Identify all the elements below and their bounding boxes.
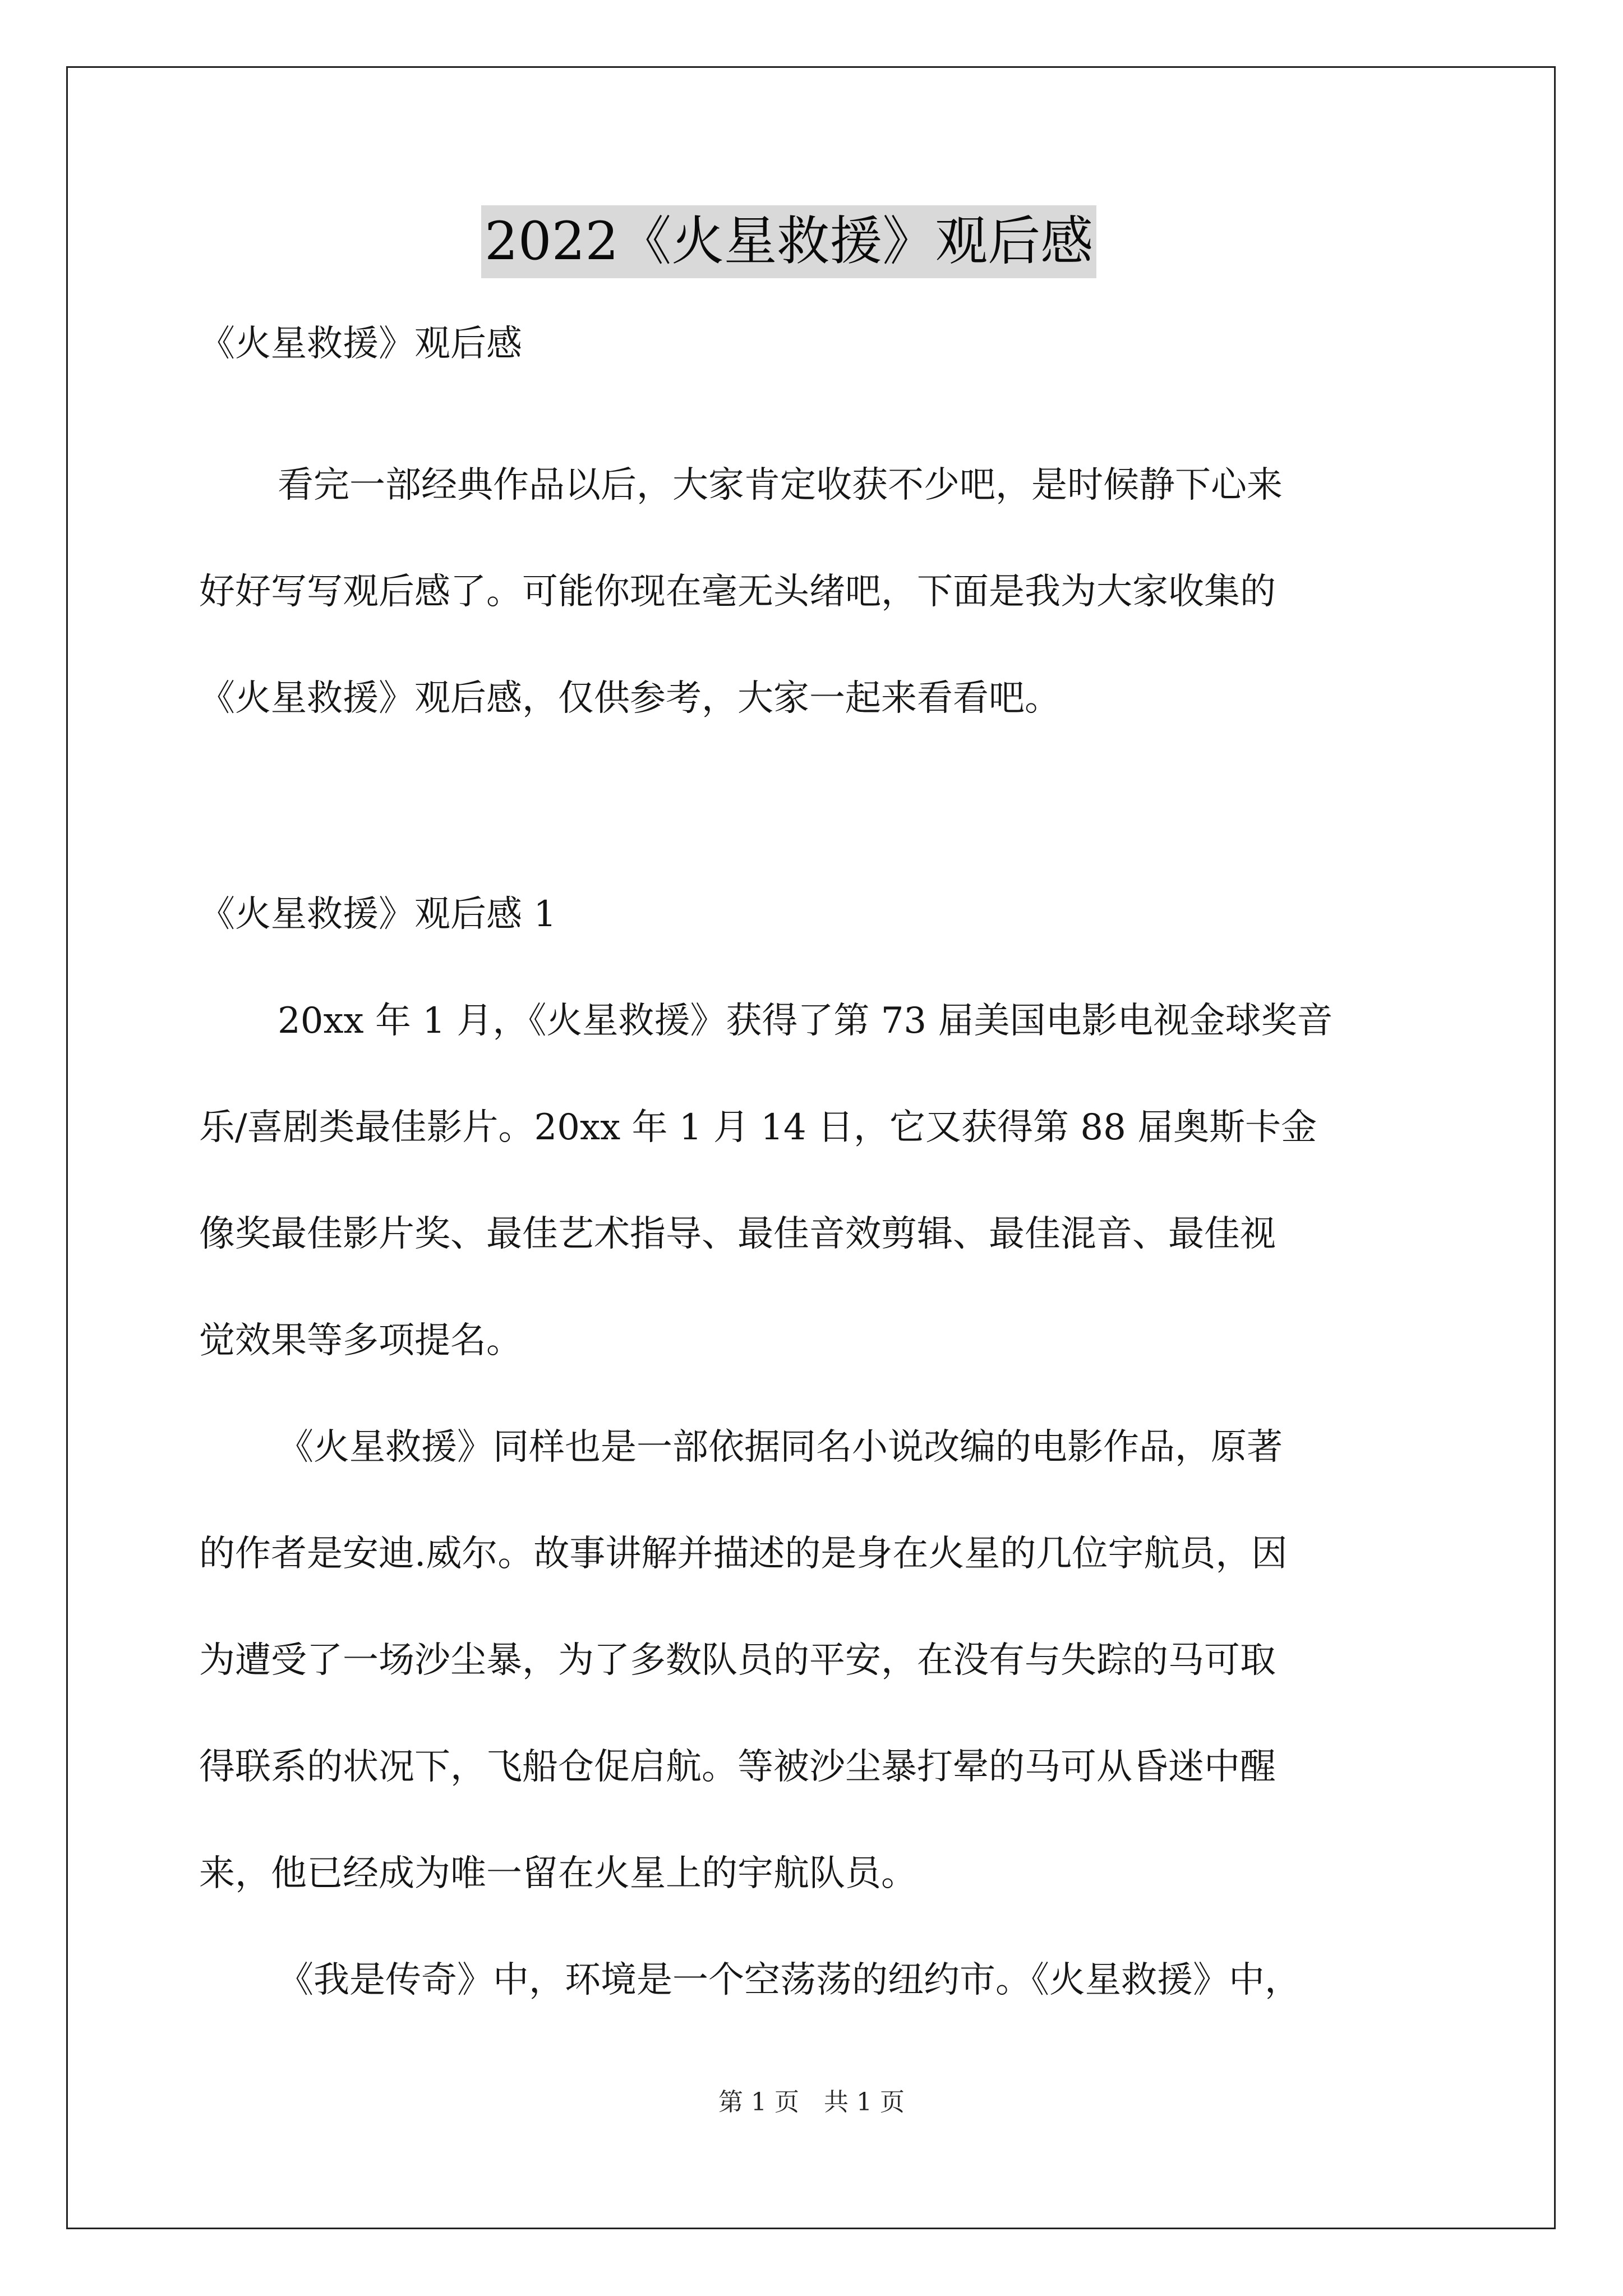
section-heading: 《火星救援》观后感 1 <box>199 894 557 935</box>
paragraph2-line-5: 来，他已经成为唯一留在火星上的宇航队员。 <box>199 1853 917 1894</box>
paragraph1-line-3: 像奖最佳影片奖、最佳艺术指导、最佳音效剪辑、最佳混音、最佳视 <box>199 1213 1276 1255</box>
intro-line-3: 《火星救援》观后感，仅供参考，大家一起来看看吧。 <box>199 678 1061 719</box>
paragraph2-line-3: 为遭受了一场沙尘暴，为了多数队员的平安，在没有与失踪的马可取 <box>199 1640 1276 1681</box>
subtitle: 《火星救援》观后感 <box>199 323 522 365</box>
paragraph2-line-1: 《火星救援》同样也是一部依据同名小说改编的电影作品，原著 <box>278 1427 1283 1468</box>
paragraph1-line-4: 觉效果等多项提名。 <box>199 1320 522 1361</box>
intro-line-1: 看完一部经典作品以后，大家肯定收获不少吧，是时候静下心来 <box>278 464 1283 506</box>
intro-line-2: 好好写写观后感了。可能你现在毫无头绪吧，下面是我为大家收集的 <box>199 571 1276 613</box>
paragraph2-line-2: 的作者是安迪.威尔。故事讲解并描述的是身在火星的几位宇航员，因 <box>199 1533 1288 1575</box>
paragraph1-line-2: 乐/喜剧类最佳影片。20xx 年 1 月 14 日，它又获得第 88 届奥斯卡金 <box>199 1107 1317 1148</box>
paragraph2-line-4: 得联系的状况下，飞船仓促启航。等被沙尘暴打晕的马可从昏迷中醒 <box>199 1746 1276 1788</box>
paragraph3-line-1: 《我是传奇》中，环境是一个空荡荡的纽约市。《火星救援》中， <box>278 1959 1301 2001</box>
paragraph1-line-1: 20xx 年 1 月，《火星救援》获得了第 73 届美国电影电视金球奖音 <box>278 1000 1333 1042</box>
page-footer: 第 1 页 共 1 页 <box>718 2088 905 2116</box>
document-title: 2022《火星救援》观后感 <box>481 205 1096 278</box>
